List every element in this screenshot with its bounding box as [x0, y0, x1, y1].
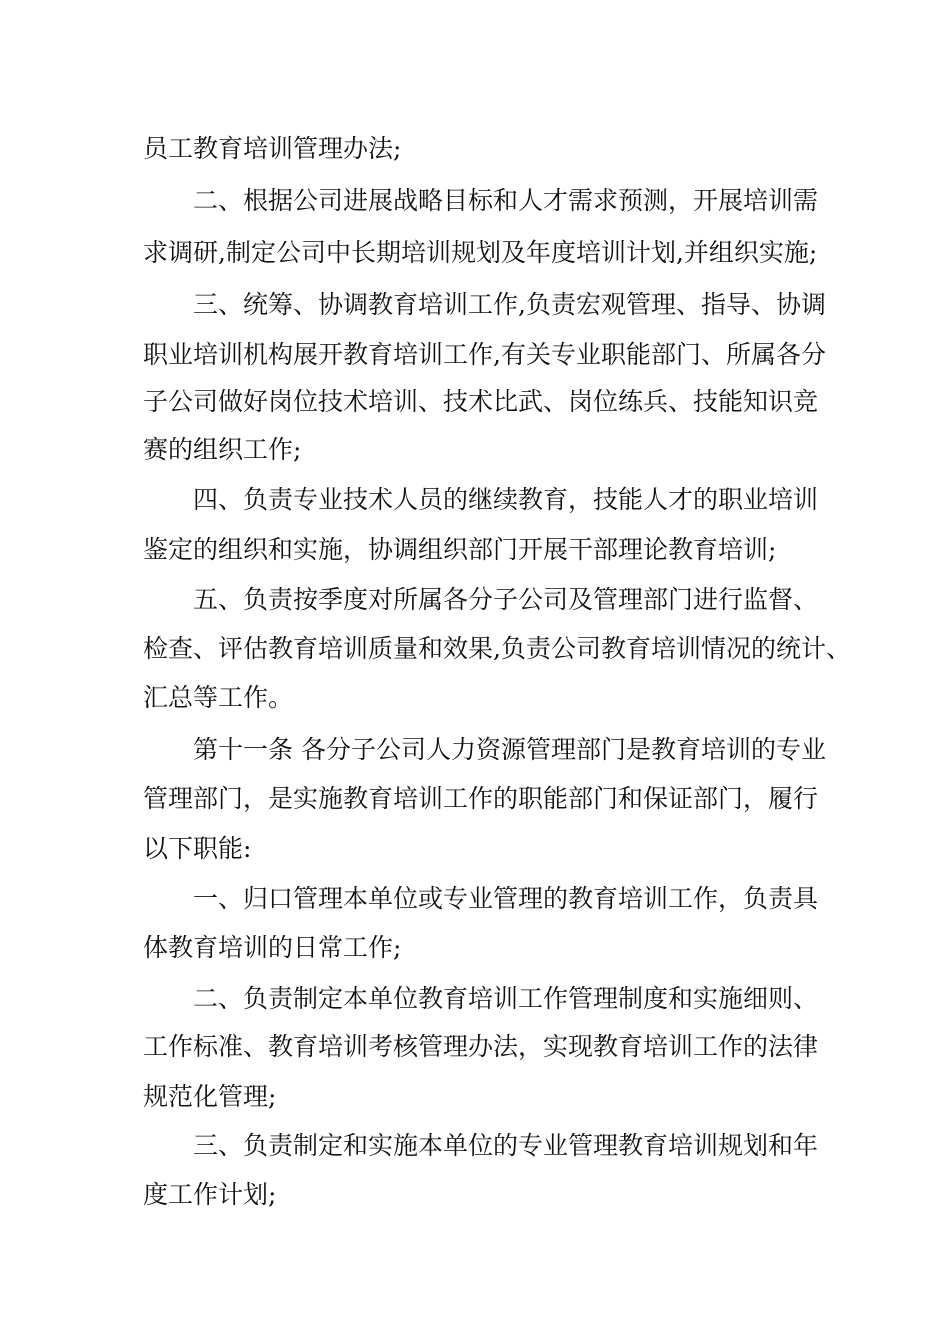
text-line: 一、归口管理本单位或专业管理的教育培训工作，负责具 — [193, 884, 819, 913]
text-line: 度工作计划; — [143, 1180, 277, 1209]
text-line: 二、负责制定本单位教育培训工作管理制度和实施细则、 — [193, 984, 819, 1013]
text-line: 职业培训机构展开教育培训工作,有关专业职能部门、所属各分 — [143, 340, 826, 369]
text-line: 以下职能: — [143, 834, 252, 863]
text-line: 第十一条 各分子公司人力资源管理部门是教育培训的专业 — [193, 735, 826, 764]
text-line: 三、负责制定和实施本单位的专业管理教育培训规划和年 — [193, 1131, 819, 1160]
text-line: 体教育培训的日常工作; — [143, 933, 402, 962]
text-line: 求调研,制定公司中长期培训规划及年度培训计划,并组织实施; — [143, 238, 818, 267]
text-line: 员工教育培训管理办法; — [143, 134, 402, 163]
text-line: 二、根据公司进展战略目标和人才需求预测，开展培训需 — [193, 186, 819, 215]
text-line: 子公司做好岗位技术培训、技术比武、岗位练兵、技能知识竞 — [143, 387, 819, 416]
text-line: 汇总等工作。 — [143, 683, 294, 712]
text-line: 规范化管理; — [143, 1082, 277, 1111]
text-line: 赛的组织工作; — [143, 435, 302, 464]
text-line: 四、负责专业技术人员的继续教育，技能人才的职业培训 — [193, 485, 819, 514]
text-line: 鉴定的组织和实施，协调组织部门开展干部理论教育培训; — [143, 535, 777, 564]
text-line: 检查、评估教育培训质量和效果,负责公司教育培训情况的统计、 — [143, 634, 851, 663]
text-line: 工作标准、教育培训考核管理办法，实现教育培训工作的法律 — [143, 1032, 819, 1061]
text-line: 三、统筹、协调教育培训工作,负责宏观管理、指导、协调 — [193, 290, 826, 319]
text-line: 五、负责按季度对所属各分子公司及管理部门进行监督、 — [193, 585, 819, 614]
text-line: 管理部门，是实施教育培训工作的职能部门和保证部门，履行 — [143, 784, 819, 813]
